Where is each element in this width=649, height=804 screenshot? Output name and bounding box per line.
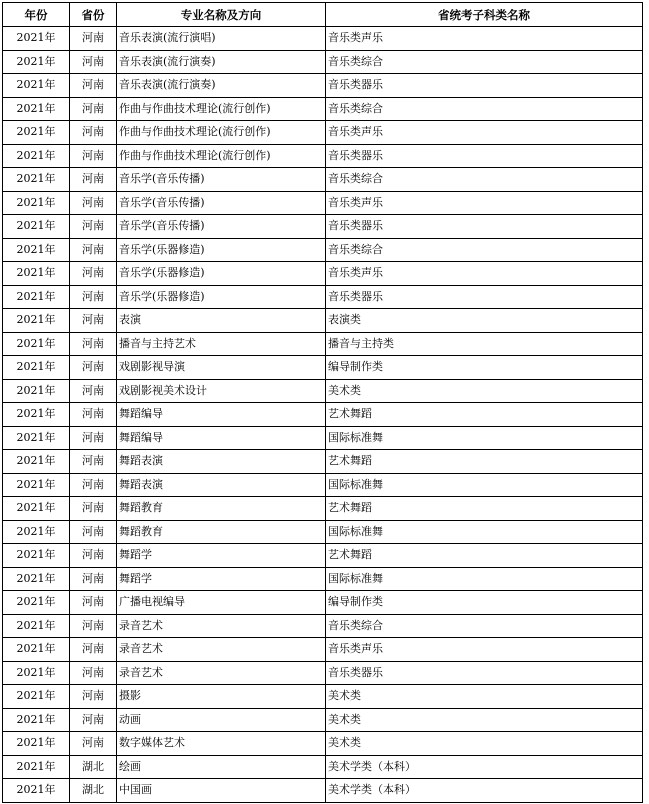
cell-major: 绘画 — [117, 755, 326, 779]
cell-year: 2021年 — [3, 262, 70, 286]
cell-exam-category: 美术学类（本科） — [326, 755, 643, 779]
cell-year: 2021年 — [3, 356, 70, 380]
table-row — [3, 567, 643, 591]
table-row — [3, 779, 643, 803]
cell-province: 河南 — [70, 50, 117, 74]
table-row — [3, 121, 643, 145]
cell-exam-category: 音乐类综合 — [326, 168, 643, 192]
cell-province: 河南 — [70, 732, 117, 756]
header-row — [3, 3, 643, 27]
cell-province: 河南 — [70, 426, 117, 450]
cell-province: 河南 — [70, 262, 117, 286]
cell-year: 2021年 — [3, 121, 70, 145]
cell-exam-category: 音乐类综合 — [326, 50, 643, 74]
cell-major: 表演 — [117, 309, 326, 333]
cell-exam-category: 音乐类器乐 — [326, 661, 643, 685]
table-row — [3, 50, 643, 74]
cell-exam-category: 音乐类器乐 — [326, 215, 643, 239]
cell-province: 河南 — [70, 638, 117, 662]
cell-year: 2021年 — [3, 379, 70, 403]
table-row — [3, 708, 643, 732]
table-row — [3, 591, 643, 615]
table-row — [3, 450, 643, 474]
cell-major: 舞蹈表演 — [117, 473, 326, 497]
table-row — [3, 520, 643, 544]
cell-exam-category: 播音与主持类 — [326, 332, 643, 356]
cell-exam-category: 表演类 — [326, 309, 643, 333]
cell-year: 2021年 — [3, 426, 70, 450]
cell-year: 2021年 — [3, 755, 70, 779]
cell-exam-category: 艺术舞蹈 — [326, 544, 643, 568]
cell-year: 2021年 — [3, 567, 70, 591]
cell-year: 2021年 — [3, 497, 70, 521]
table-row — [3, 332, 643, 356]
cell-province: 河南 — [70, 567, 117, 591]
cell-year: 2021年 — [3, 27, 70, 51]
cell-year: 2021年 — [3, 544, 70, 568]
cell-major: 摄影 — [117, 685, 326, 709]
admissions-table — [2, 2, 643, 803]
cell-major: 录音艺术 — [117, 661, 326, 685]
cell-exam-category: 美术类 — [326, 379, 643, 403]
cell-major: 音乐表演(流行演奏) — [117, 74, 326, 98]
header-year: 年份 — [3, 3, 70, 27]
table-row — [3, 544, 643, 568]
cell-province: 河南 — [70, 74, 117, 98]
cell-major: 作曲与作曲技术理论(流行创作) — [117, 121, 326, 145]
cell-exam-category: 音乐类综合 — [326, 238, 643, 262]
cell-year: 2021年 — [3, 74, 70, 98]
cell-exam-category: 音乐类器乐 — [326, 285, 643, 309]
table-row — [3, 403, 643, 427]
cell-year: 2021年 — [3, 591, 70, 615]
table-row — [3, 285, 643, 309]
cell-year: 2021年 — [3, 450, 70, 474]
cell-major: 数字媒体艺术 — [117, 732, 326, 756]
cell-major: 录音艺术 — [117, 614, 326, 638]
cell-province: 河南 — [70, 379, 117, 403]
cell-exam-category: 国际标准舞 — [326, 473, 643, 497]
cell-province: 河南 — [70, 403, 117, 427]
cell-exam-category: 编导制作类 — [326, 356, 643, 380]
cell-province: 河南 — [70, 238, 117, 262]
cell-exam-category: 国际标准舞 — [326, 520, 643, 544]
cell-province: 湖北 — [70, 755, 117, 779]
cell-exam-category: 音乐类声乐 — [326, 27, 643, 51]
cell-province: 河南 — [70, 27, 117, 51]
cell-exam-category: 音乐类综合 — [326, 97, 643, 121]
table-row — [3, 732, 643, 756]
header-major: 专业名称及方向 — [117, 3, 326, 27]
table-row — [3, 755, 643, 779]
table-body — [3, 27, 643, 803]
cell-province: 河南 — [70, 544, 117, 568]
cell-year: 2021年 — [3, 661, 70, 685]
table-row — [3, 262, 643, 286]
table-header — [3, 3, 643, 27]
cell-province: 河南 — [70, 450, 117, 474]
cell-major: 作曲与作曲技术理论(流行创作) — [117, 144, 326, 168]
cell-major: 中国画 — [117, 779, 326, 803]
cell-province: 河南 — [70, 332, 117, 356]
table-row — [3, 74, 643, 98]
cell-exam-category: 国际标准舞 — [326, 426, 643, 450]
table-row — [3, 97, 643, 121]
cell-province: 河南 — [70, 215, 117, 239]
cell-major: 戏剧影视美术设计 — [117, 379, 326, 403]
table-row — [3, 168, 643, 192]
cell-major: 音乐学(音乐传播) — [117, 168, 326, 192]
cell-year: 2021年 — [3, 50, 70, 74]
cell-major: 音乐学(乐器修造) — [117, 262, 326, 286]
cell-year: 2021年 — [3, 403, 70, 427]
cell-province: 河南 — [70, 591, 117, 615]
cell-major: 舞蹈表演 — [117, 450, 326, 474]
cell-year: 2021年 — [3, 191, 70, 215]
cell-province: 河南 — [70, 497, 117, 521]
cell-exam-category: 音乐类声乐 — [326, 191, 643, 215]
header-province: 省份 — [70, 3, 117, 27]
cell-exam-category: 艺术舞蹈 — [326, 497, 643, 521]
document-page — [2, 2, 643, 803]
cell-major: 动画 — [117, 708, 326, 732]
cell-exam-category: 音乐类声乐 — [326, 262, 643, 286]
cell-province: 河南 — [70, 614, 117, 638]
cell-year: 2021年 — [3, 473, 70, 497]
cell-exam-category: 编导制作类 — [326, 591, 643, 615]
table-row — [3, 309, 643, 333]
cell-province: 河南 — [70, 309, 117, 333]
cell-major: 音乐表演(流行演唱) — [117, 27, 326, 51]
table-row — [3, 144, 643, 168]
cell-year: 2021年 — [3, 168, 70, 192]
cell-exam-category: 音乐类器乐 — [326, 74, 643, 98]
cell-exam-category: 音乐类声乐 — [326, 121, 643, 145]
header-exam-category: 省统考子科类名称 — [326, 3, 643, 27]
table-row — [3, 238, 643, 262]
table-row — [3, 356, 643, 380]
cell-major: 舞蹈教育 — [117, 520, 326, 544]
table-row — [3, 661, 643, 685]
cell-year: 2021年 — [3, 97, 70, 121]
table-row — [3, 638, 643, 662]
cell-year: 2021年 — [3, 520, 70, 544]
cell-province: 河南 — [70, 285, 117, 309]
cell-year: 2021年 — [3, 144, 70, 168]
table-row — [3, 685, 643, 709]
cell-major: 音乐学(音乐传播) — [117, 191, 326, 215]
cell-exam-category: 美术类 — [326, 685, 643, 709]
cell-exam-category: 音乐类综合 — [326, 614, 643, 638]
table-row — [3, 426, 643, 450]
cell-major: 舞蹈教育 — [117, 497, 326, 521]
table-row — [3, 497, 643, 521]
cell-major: 音乐学(乐器修造) — [117, 285, 326, 309]
table-row — [3, 473, 643, 497]
cell-major: 录音艺术 — [117, 638, 326, 662]
table-row — [3, 215, 643, 239]
cell-major: 音乐学(音乐传播) — [117, 215, 326, 239]
table-row — [3, 614, 643, 638]
cell-exam-category: 艺术舞蹈 — [326, 403, 643, 427]
table-row — [3, 379, 643, 403]
cell-province: 河南 — [70, 356, 117, 380]
cell-year: 2021年 — [3, 215, 70, 239]
cell-province: 河南 — [70, 661, 117, 685]
cell-province: 河南 — [70, 121, 117, 145]
cell-province: 河南 — [70, 97, 117, 121]
cell-province: 河南 — [70, 168, 117, 192]
cell-exam-category: 音乐类声乐 — [326, 638, 643, 662]
cell-major: 舞蹈学 — [117, 567, 326, 591]
cell-major: 戏剧影视导演 — [117, 356, 326, 380]
cell-province: 河南 — [70, 191, 117, 215]
cell-province: 河南 — [70, 473, 117, 497]
cell-exam-category: 音乐类器乐 — [326, 144, 643, 168]
cell-province: 河南 — [70, 144, 117, 168]
cell-year: 2021年 — [3, 614, 70, 638]
cell-year: 2021年 — [3, 708, 70, 732]
table-row — [3, 191, 643, 215]
cell-year: 2021年 — [3, 309, 70, 333]
cell-year: 2021年 — [3, 732, 70, 756]
cell-major: 舞蹈编导 — [117, 403, 326, 427]
cell-province: 湖北 — [70, 779, 117, 803]
cell-exam-category: 美术类 — [326, 708, 643, 732]
cell-exam-category: 艺术舞蹈 — [326, 450, 643, 474]
cell-exam-category: 国际标准舞 — [326, 567, 643, 591]
cell-year: 2021年 — [3, 238, 70, 262]
cell-exam-category: 美术类 — [326, 732, 643, 756]
cell-year: 2021年 — [3, 332, 70, 356]
cell-major: 舞蹈学 — [117, 544, 326, 568]
cell-province: 河南 — [70, 708, 117, 732]
cell-major: 音乐学(乐器修造) — [117, 238, 326, 262]
cell-major: 舞蹈编导 — [117, 426, 326, 450]
cell-year: 2021年 — [3, 779, 70, 803]
cell-year: 2021年 — [3, 685, 70, 709]
cell-exam-category: 美术学类（本科） — [326, 779, 643, 803]
cell-province: 河南 — [70, 520, 117, 544]
cell-major: 音乐表演(流行演奏) — [117, 50, 326, 74]
cell-major: 广播电视编导 — [117, 591, 326, 615]
cell-major: 作曲与作曲技术理论(流行创作) — [117, 97, 326, 121]
cell-year: 2021年 — [3, 285, 70, 309]
table-row — [3, 27, 643, 51]
cell-major: 播音与主持艺术 — [117, 332, 326, 356]
cell-province: 河南 — [70, 685, 117, 709]
cell-year: 2021年 — [3, 638, 70, 662]
